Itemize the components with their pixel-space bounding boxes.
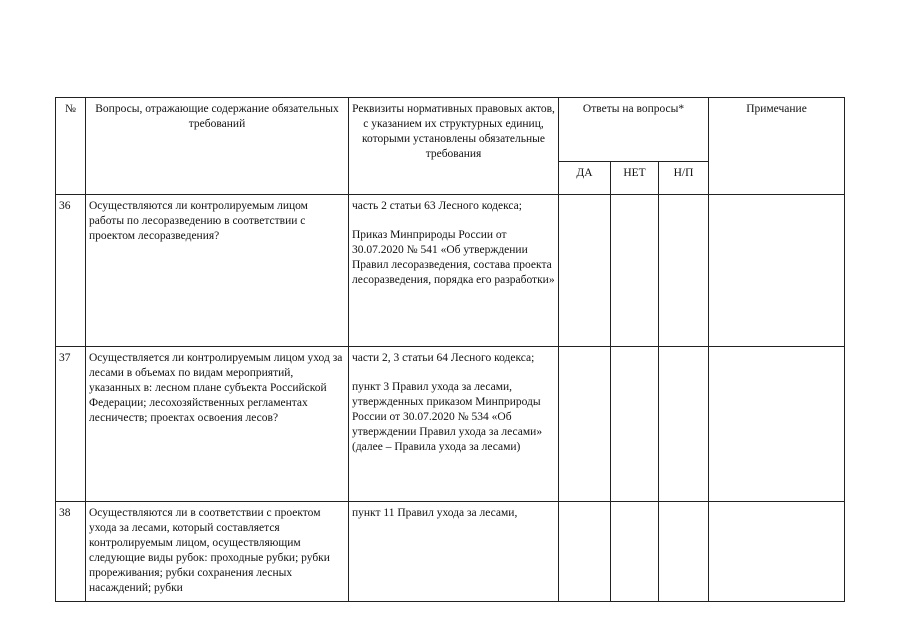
answer-yes-cell[interactable] [559,347,611,502]
answer-yes-cell[interactable] [559,502,611,602]
header-num: № [56,98,86,195]
row-number: 36 [56,195,86,347]
answer-na-cell[interactable] [659,195,709,347]
table-row [56,347,845,502]
row-requisites [349,502,559,602]
header-na: Н/П [659,162,709,195]
table-row [56,195,845,347]
answer-no-cell[interactable] [611,195,659,347]
answer-na-cell[interactable] [659,502,709,602]
row-question: Осуществляется ли контролируемым лицом уход за лесами в объемах по видам мероприятий, указанных в: лесном плане субъекта Российской Федерации; лесохозяйственных регламентах лесничеств; проектах освоения лесов? [86,347,349,502]
header-row [56,98,845,162]
note-cell[interactable] [709,195,845,347]
requisite-text: Приказ Минприроды России от 30.07.2020 № 541 «Об утверждении Правил лесоразведения, состава проекта лесоразведения, порядка его разработки» [352,229,555,286]
header-answers: Ответы на вопросы* [559,98,709,162]
row-question: Осуществляются ли в соответствии с проектом ухода за лесами, который составляется контролируемым лицом, осуществляющим следующие виды рубок: проходные рубки; рубки прореживания; рубки сохранения лесных насаждений; рубки [86,502,349,602]
row-requisites [349,195,559,347]
answer-no-cell[interactable] [611,347,659,502]
row-question: Осуществляются ли контролируемым лицом работы по лесоразведению в соответствии с проектом лесоразведения? [86,195,349,347]
row-requisites [349,347,559,502]
requirements-table [55,97,845,602]
row-number: 37 [56,347,86,502]
header-no: НЕТ [611,162,659,195]
answer-no-cell[interactable] [611,502,659,602]
header-yes: ДА [559,162,611,195]
note-cell[interactable] [709,502,845,602]
answer-na-cell[interactable] [659,347,709,502]
header-requisites: Реквизиты нормативных правовых актов, с указанием их структурных единиц, которыми установлены обязательные требования [349,98,559,195]
requisite-text: части 2, 3 статьи 64 Лесного кодекса; [352,352,535,364]
answer-yes-cell[interactable] [559,195,611,347]
header-questions: Вопросы, отражающие содержание обязательных требований [86,98,349,195]
requisite-text: пункт 3 Правил ухода за лесами, утвержденных приказом Минприроды России от 30.07.2020 № 534 «Об утверждении Правил ухода за лесами» (далее – Правила ухода за лесами) [352,381,543,453]
requisite-text: часть 2 статьи 63 Лесного кодекса; [352,200,522,212]
header-note: Примечание [709,98,845,195]
table-row [56,502,845,602]
note-cell[interactable] [709,347,845,502]
row-number: 38 [56,502,86,602]
requisite-text: пункт 11 Правил ухода за лесами, [352,507,518,519]
